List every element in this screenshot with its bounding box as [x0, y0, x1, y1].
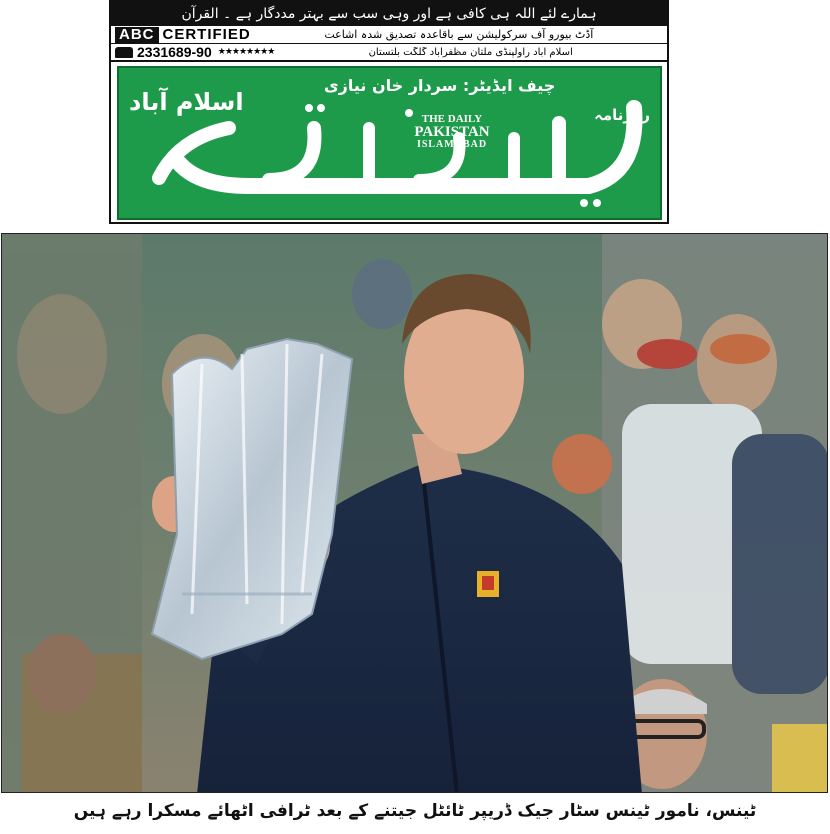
quran-verse-text: ہمارے لئے اللہ ہی کافی ہے اور وہی سب سے بہتر مددگار ہے ۔ القرآن: [181, 6, 597, 22]
editions-list: اسلام آباد راولپنڈی ملتان مظفرآباد گلگت بلتستان: [368, 46, 573, 58]
certification-note: آڈٹ بیورو آف سرکولیشن سے باقاعدہ تصدیق شدہ اشاعت: [324, 28, 594, 41]
tennis-player-trophy-photo: [2, 234, 828, 793]
city-name: اسلام آباد: [129, 88, 244, 116]
news-photo: [1, 233, 828, 793]
quran-verse-line: [111, 2, 667, 26]
abc-label: ABC: [115, 27, 159, 43]
phone-number: 2331689-90: [137, 44, 212, 60]
photo-caption: ٹینس، نامور ٹینس سٹار جیک ڈریپر ٹائٹل جیتنے کے بعد ٹرافی اٹھائے مسکرا رہے ہیں: [73, 801, 757, 821]
english-line-2: PAKISTAN: [414, 124, 490, 140]
abc-badge: [111, 26, 251, 43]
stars-row: ★★★★★★★★: [217, 47, 275, 57]
contact-line: [111, 44, 667, 62]
certified-label: CERTIFIED: [162, 26, 251, 43]
logo-panel: [117, 66, 662, 220]
daily-label: روزنامہ: [594, 106, 650, 124]
english-line-3: ISLAMABAD: [416, 139, 488, 150]
telephone-icon: [115, 47, 133, 58]
english-title: [377, 114, 527, 150]
chief-editor: چیف ایڈیٹر: سردار خان نیازی: [324, 76, 556, 95]
english-line-1: THE DAILY: [421, 113, 483, 125]
newspaper-masthead: [109, 0, 669, 224]
certification-line: [111, 26, 667, 44]
phone-block: [111, 44, 212, 60]
